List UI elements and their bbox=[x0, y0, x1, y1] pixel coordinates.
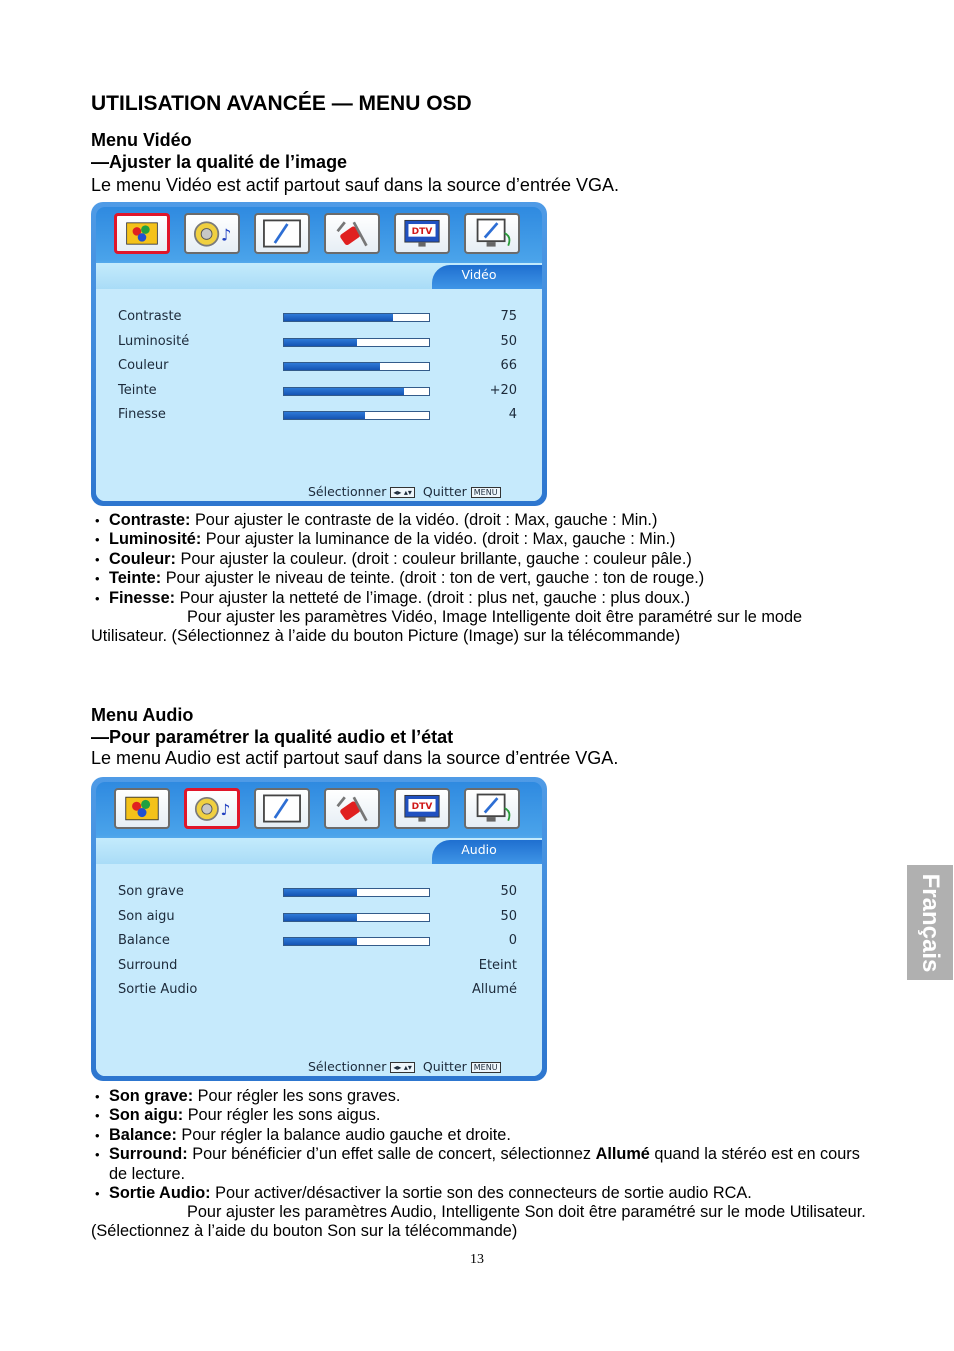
select-keys-icon: ◂▸ ▴▾ bbox=[390, 487, 415, 498]
osd-slider-fill bbox=[284, 938, 357, 945]
dtv-icon[interactable] bbox=[394, 213, 450, 254]
bullet-text: quand la stéréo est en cours de lecture. bbox=[109, 1145, 860, 1183]
language-side-tab-label: Français bbox=[917, 873, 944, 972]
bullet-item bbox=[95, 1087, 865, 1106]
osd-row-value: Eteint bbox=[478, 957, 517, 973]
tools-icon[interactable] bbox=[324, 788, 380, 829]
bullet-item bbox=[95, 530, 865, 549]
osd-row-label[interactable]: Son aigu bbox=[118, 908, 175, 924]
osd-row-value: 50 bbox=[500, 908, 517, 924]
audio-bullet-list bbox=[95, 1087, 865, 1203]
bullet-text: Pour ajuster le contraste de la vidéo. (droit : Max, gauche : Min.) bbox=[190, 511, 658, 529]
select-keys-icon: ◂▸ ▴▾ bbox=[390, 1062, 415, 1073]
osd-slider-fill bbox=[284, 889, 357, 896]
svg-text:♪: ♪ bbox=[221, 225, 232, 245]
video-intro: Le menu Vidéo est actif partout sauf dans la source d’entrée VGA. bbox=[91, 175, 619, 195]
bullet-term: Teinte: bbox=[109, 569, 162, 588]
bullet-term: Sortie Audio: bbox=[109, 1184, 211, 1203]
bullet-text: Pour régler la balance audio gauche et droite. bbox=[176, 1125, 511, 1144]
bullet-term: Couleur: bbox=[109, 549, 176, 568]
osd-row-label[interactable]: Surround bbox=[118, 957, 178, 973]
dtv-icon[interactable] bbox=[394, 788, 450, 829]
bullet-text: Pour ajuster la luminance de la vidéo. (droit : Max, gauche : Min.) bbox=[201, 530, 676, 549]
bullet-dot: • bbox=[95, 590, 100, 606]
osd-slider-fill bbox=[284, 412, 365, 419]
pc-icon[interactable] bbox=[464, 788, 520, 829]
osd-slider-bar[interactable] bbox=[283, 313, 430, 322]
footer-quit-label: Quitter bbox=[422, 484, 467, 499]
video-subheading: —Ajuster la qualité de l’image bbox=[91, 152, 348, 172]
osd-slider-bar[interactable] bbox=[283, 338, 430, 347]
bullet-dot: • bbox=[95, 1147, 100, 1163]
osd-slider-bar[interactable] bbox=[283, 888, 430, 897]
bullet-item bbox=[95, 589, 865, 608]
osd-slider-bar[interactable] bbox=[283, 913, 430, 922]
osd-row-label[interactable]: Balance bbox=[118, 933, 170, 948]
footer-quit-label: Quitter bbox=[422, 1059, 467, 1074]
audio-icon[interactable] bbox=[184, 788, 240, 829]
osd-row-label[interactable]: Couleur bbox=[118, 358, 169, 373]
osd-row-label[interactable]: Luminosité bbox=[118, 333, 190, 349]
osd-row-value: +20 bbox=[489, 382, 517, 398]
osd-slider-fill bbox=[284, 363, 380, 370]
video-heading: Menu Vidéo bbox=[91, 130, 192, 150]
bullet-dot: • bbox=[95, 1108, 100, 1124]
bullet-dot: • bbox=[95, 532, 100, 548]
bullet-dot: • bbox=[95, 1127, 100, 1143]
svg-text:DTV: DTV bbox=[411, 801, 433, 812]
bullet-item bbox=[95, 1145, 865, 1184]
osd-footer bbox=[308, 484, 501, 499]
bullet-text: Pour bénéficier d’un effet salle de concert, sélectionnez bbox=[187, 1145, 596, 1164]
osd-screen bbox=[96, 207, 542, 501]
audio-osd-panel bbox=[91, 777, 547, 1081]
osd-row-value: 66 bbox=[500, 358, 517, 373]
audio-note: Pour ajuster les paramètres Audio, Intelligente Son doit être paramétré sur le mode Utilisateur. (Sélectionnez à l’aide du bouton Son sur la télécommande) bbox=[91, 1203, 866, 1241]
osd-row-label[interactable]: Finesse bbox=[118, 407, 166, 422]
setup-icon[interactable] bbox=[254, 788, 310, 829]
bullet-dot: • bbox=[95, 551, 100, 567]
bullet-text: Pour ajuster la netteté de l’image. (droit : plus net, gauche : plus doux.) bbox=[175, 588, 691, 607]
osd-slider-fill bbox=[284, 314, 393, 321]
pc-icon[interactable] bbox=[464, 213, 520, 254]
footer-select-label: Sélectionner bbox=[308, 1059, 387, 1074]
bullet-dot: • bbox=[95, 1089, 100, 1104]
osd-slider-fill bbox=[284, 339, 357, 346]
audio-icon[interactable] bbox=[184, 213, 240, 254]
osd-row-label[interactable]: Teinte bbox=[118, 382, 157, 398]
bullet-item bbox=[95, 569, 865, 588]
bullet-term: Contraste: bbox=[109, 511, 191, 529]
picture-icon[interactable] bbox=[114, 213, 170, 254]
bullet-dot: • bbox=[95, 513, 100, 528]
bullet-term: Son grave: bbox=[109, 1087, 194, 1105]
audio-intro: Le menu Audio est actif partout sauf dans la source d’entrée VGA. bbox=[91, 748, 619, 768]
bullet-item bbox=[95, 1184, 865, 1203]
osd-row-label[interactable]: Sortie Audio bbox=[118, 982, 198, 997]
bullet-item bbox=[95, 1106, 865, 1125]
menu-key-icon: MENU bbox=[471, 1062, 501, 1073]
page-title: UTILISATION AVANCÉE — MENU OSD bbox=[91, 92, 472, 115]
bullet-text: Pour régler les sons graves. bbox=[193, 1087, 401, 1105]
svg-text:♪: ♪ bbox=[220, 800, 231, 819]
setup-icon[interactable] bbox=[254, 213, 310, 254]
svg-text:DTV: DTV bbox=[411, 226, 433, 237]
osd-slider-fill bbox=[284, 388, 404, 395]
bullet-emphasis: Allumé bbox=[595, 1145, 650, 1164]
bullet-dot: • bbox=[95, 1186, 100, 1202]
osd-screen bbox=[96, 782, 542, 1076]
osd-slider-bar[interactable] bbox=[283, 362, 430, 371]
audio-subheading: —Pour paramétrer la qualité audio et l’état bbox=[91, 727, 454, 747]
osd-row-value: 75 bbox=[500, 309, 517, 324]
osd-row-label[interactable]: Son grave bbox=[118, 884, 184, 899]
audio-heading: Menu Audio bbox=[91, 705, 194, 725]
osd-slider-bar[interactable] bbox=[283, 937, 430, 946]
bullet-text: Pour régler les sons aigus. bbox=[183, 1106, 381, 1125]
osd-row-value: 0 bbox=[508, 933, 517, 948]
page-number: 13 bbox=[470, 1252, 484, 1267]
osd-tab-video: Vidéo bbox=[432, 265, 542, 289]
bullet-item bbox=[95, 1126, 865, 1145]
bullet-term: Son aigu: bbox=[109, 1106, 184, 1125]
osd-row-value: 50 bbox=[500, 333, 517, 349]
osd-slider-bar[interactable] bbox=[283, 411, 430, 420]
osd-row-value: 4 bbox=[508, 407, 517, 422]
picture-icon[interactable] bbox=[114, 788, 170, 829]
bullet-term: Balance: bbox=[109, 1125, 177, 1144]
video-osd-panel bbox=[91, 202, 547, 506]
tools-icon[interactable] bbox=[324, 213, 380, 254]
osd-slider-bar[interactable] bbox=[283, 387, 430, 396]
bullet-text: Pour activer/désactiver la sortie son des connecteurs de sortie audio RCA. bbox=[210, 1184, 752, 1203]
bullet-term: Surround: bbox=[109, 1145, 188, 1164]
osd-row-value: Allumé bbox=[471, 982, 517, 997]
bullet-term: Finesse: bbox=[109, 588, 176, 607]
menu-key-icon: MENU bbox=[471, 487, 501, 498]
bullet-item bbox=[95, 550, 865, 569]
osd-slider-fill bbox=[284, 914, 357, 921]
footer-select-label: Sélectionner bbox=[308, 484, 387, 499]
language-side-tab bbox=[907, 865, 953, 980]
bullet-text: Pour ajuster la couleur. (droit : couleur brillante, gauche : couleur pâle.) bbox=[175, 549, 692, 568]
osd-footer bbox=[308, 1059, 501, 1074]
bullet-term: Luminosité: bbox=[109, 530, 202, 549]
bullet-dot: • bbox=[95, 571, 100, 587]
bullet-text: Pour ajuster le niveau de teinte. (droit : ton de vert, gauche : ton de rouge.) bbox=[161, 569, 705, 588]
video-note: Pour ajuster les paramètres Vidéo, Image Intelligente doit être paramétré sur le mode Utilisateur. (Sélectionnez à l’aide du bouton Picture (Image) sur la télécommande) bbox=[91, 608, 803, 646]
bullet-item bbox=[95, 511, 865, 530]
osd-row-value: 50 bbox=[500, 884, 517, 899]
video-bullet-list bbox=[95, 511, 865, 608]
osd-tab-audio: Audio bbox=[432, 840, 542, 864]
osd-row-label[interactable]: Contraste bbox=[118, 309, 182, 324]
